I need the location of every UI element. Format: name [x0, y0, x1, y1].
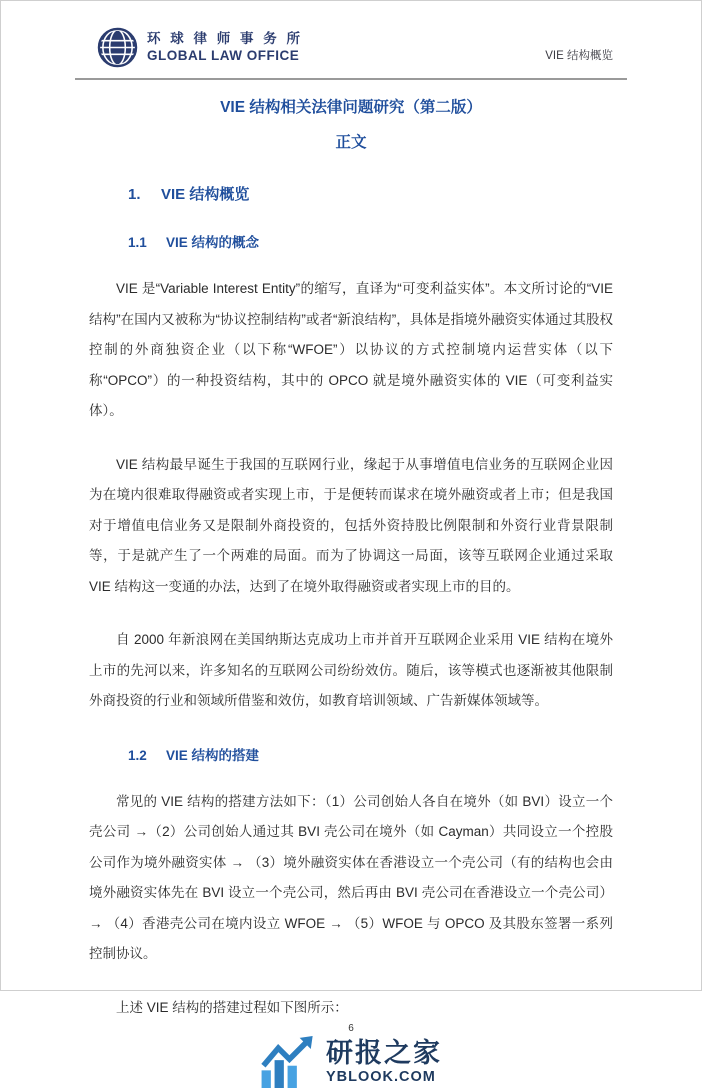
section-heading-1-2: [89, 744, 613, 764]
section-heading-1: [89, 183, 613, 204]
section-title: VIE 结构的概念: [166, 235, 260, 250]
document-body: [1, 80, 701, 1023]
section-title: VIE 结构的搭建: [166, 747, 260, 763]
watermark-site: YBLOOK.COM: [326, 1069, 436, 1085]
paragraph-vie-origin: VIE 结构最早诞生于我国的互联网行业，缘起于从事增值电信业务的互联网企业因为在境内很难取得融资或者实现上市，于是便转而谋求在境外融资或者上市；但是我国对于增值电信业务又是限制外商投资的，包括外资持股比例限制和外资行业背景限制等，于是就产生了一个两难的局面。而为了协调这一局面，该等互联网企业通过采取 VIE 结构这一变通的办法，达到了在境外取得融资或者实现上市的目的。: [89, 456, 613, 594]
firm-name-cn: 环 球 律 师 事 务 所: [147, 30, 304, 46]
section-heading-1-1: [89, 231, 613, 251]
paragraph-vie-adoption: 自 2000 年新浪网在美国纳斯达克成功上市并首开互联网企业采用 VIE 结构在境外上市的先河以来，许多知名的互联网公司纷纷效仿。随后，该等模式也逐渐被其他限制外商投资的行业和领域所借鉴和效仿，如教育培训领域、广告新媒体领域等。: [89, 632, 613, 708]
section-title: VIE 结构概览: [161, 186, 250, 203]
firm-name: [147, 31, 303, 65]
paragraph-vie-concept: VIE 是“Variable Interest Entity”的缩写，直译为“可变利益实体”。本文所讨论的“VIE 结构”在国内又被称为“协议控制结构”或者“新浪结构”，具体是指境外融资实体通过其股权控制的外商独资企业（以下称“WFOE”）以协议的方式控制境内运营实体（以下称“OPCO”）的一种投资结构，其中的 OPCO 就是境外融资实体的 VIE（可变利益实体）。: [89, 281, 613, 418]
section-number: 1.: [128, 186, 141, 203]
document-title: VIE 结构相关法律问题研究（第二版）: [220, 99, 482, 116]
section-number: 1.2: [128, 747, 147, 763]
globe-icon: [97, 27, 138, 68]
watermark-name: 研报之家: [326, 1038, 442, 1068]
firm-logo: [97, 27, 303, 68]
watermark: [260, 1036, 442, 1088]
page-footer: [1, 1023, 701, 1088]
running-header-title: VIE 结构概览: [545, 49, 613, 62]
paragraph-vie-setup-steps: 常见的 VIE 结构的搭建方法如下：（1）公司创始人各自在境外（如 BVI）设立一个壳公司 →（2）公司创始人通过其 BVI 壳公司在境外（如 Cayman）共同设立一个控股公司作为境外融资实体 → （3）境外融资实体在香港设立一个壳公司（有的结构也会由境外融资实体先在 BVI 设立一个壳公司，然后再由 BVI 壳公司在香港设立一个壳公司）→ （4）香港壳公司在境内设立 WFOE → （5）WFOE 与 OPCO 及其股东签署一系列控制协议。: [89, 793, 613, 961]
paragraph-diagram-lead-in: 上述 VIE 结构的搭建过程如下图所示：: [116, 999, 348, 1015]
watermark-text: [326, 1038, 442, 1086]
bar-chart-trend-arrow-icon: [260, 1036, 317, 1088]
document-subtitle: 正文: [335, 134, 367, 151]
section-number: 1.1: [128, 235, 147, 250]
page-number: 6: [348, 1023, 354, 1034]
firm-name-en: GLOBAL LAW OFFICE: [147, 47, 300, 63]
page-header: [75, 27, 627, 80]
